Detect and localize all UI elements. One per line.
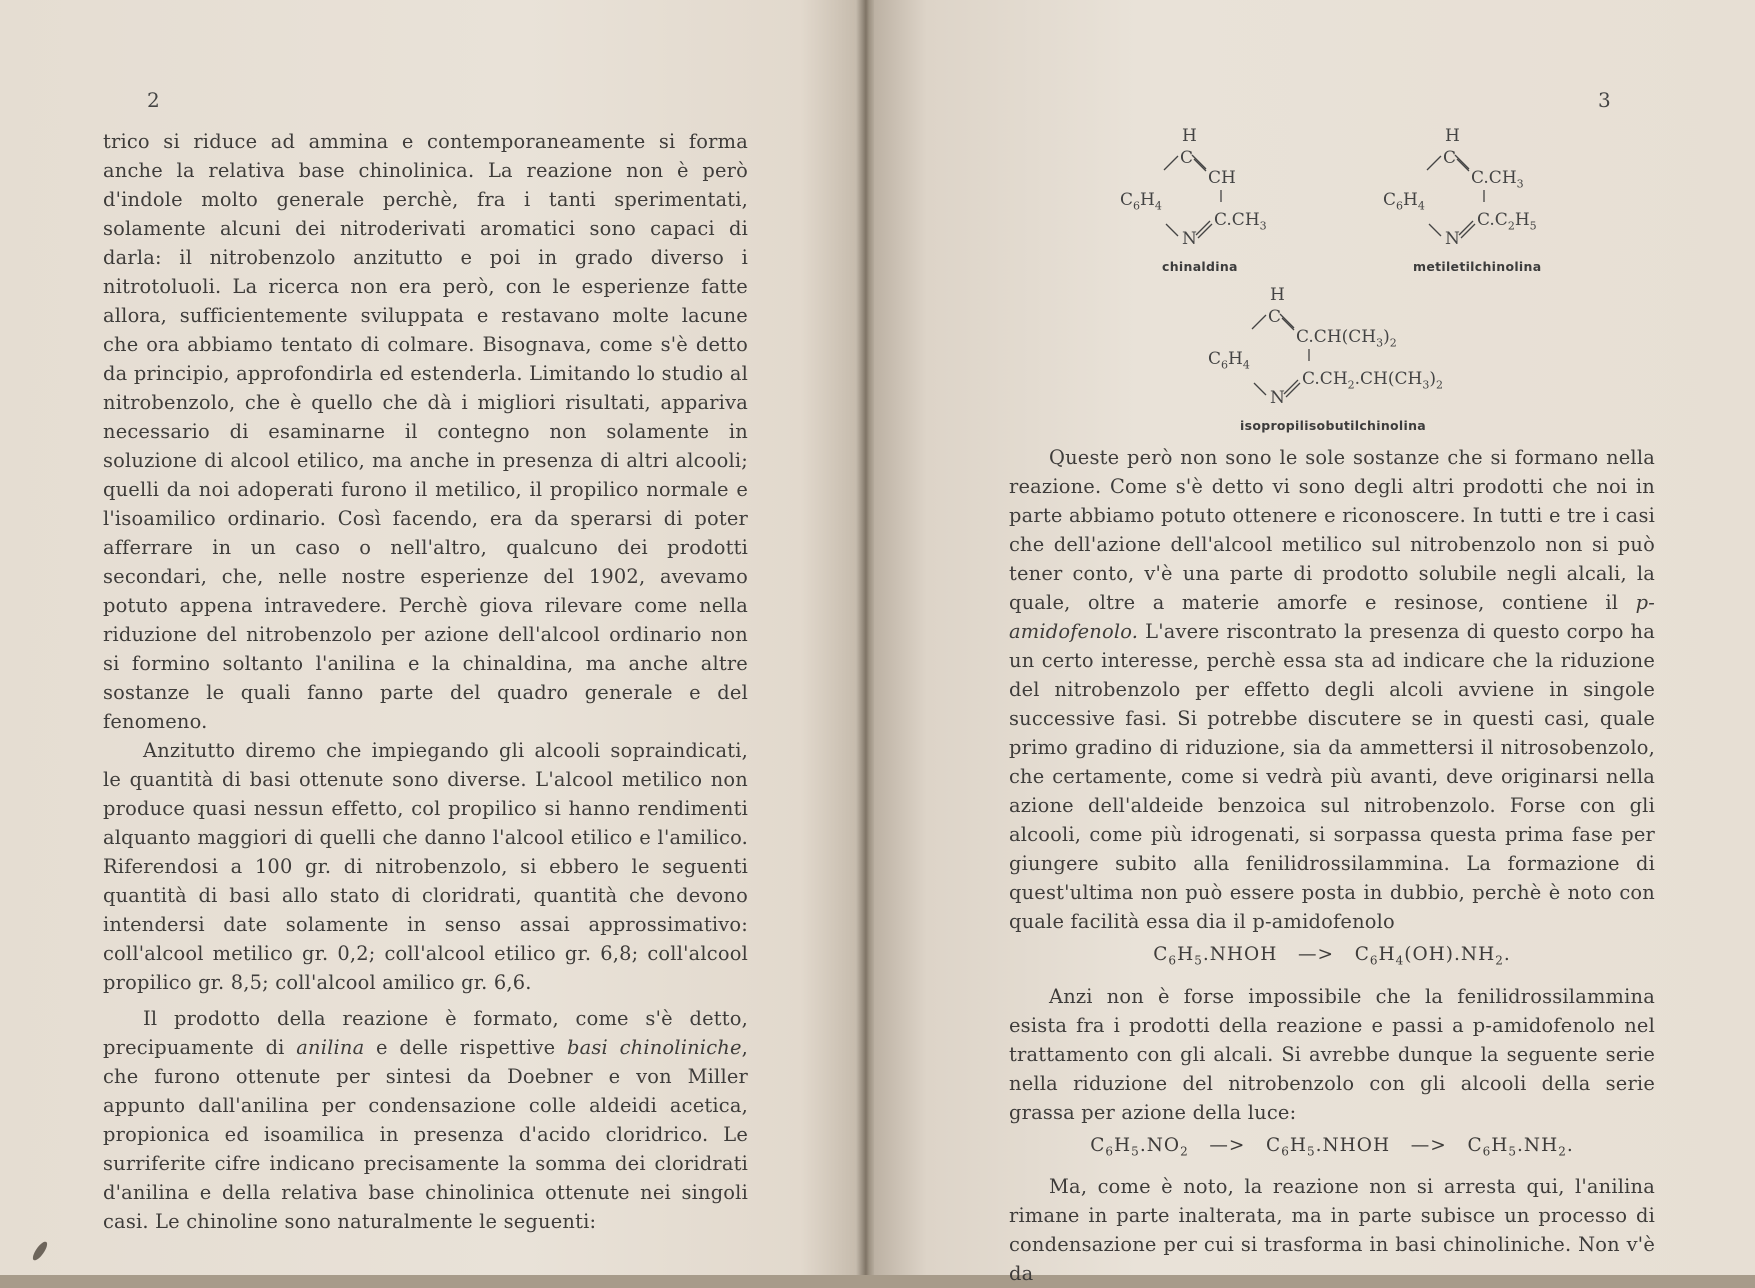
arrow: —>: [1209, 1134, 1246, 1156]
group-cc2h5: $C.C_2H_5$: [1477, 210, 1537, 233]
left-page-text: [103, 127, 748, 1236]
structure-label: isopropilisobutilchinolina: [1240, 418, 1427, 433]
atom-n: N: [1445, 229, 1460, 249]
atom-c: C: [1268, 307, 1282, 327]
formula-reduction-series: $C_6H_5.NO_2$ —> $C_6H_5.NHOH$ —> $C_6H_5.NH_2$.: [1090, 1134, 1574, 1159]
atom-h: H: [1445, 126, 1460, 146]
right-page-text: [1009, 443, 1655, 1288]
atom-n: N: [1182, 229, 1197, 249]
structure-label: chinaldina: [1162, 259, 1238, 274]
paragraph: trico si riduce ad ammina e contemporaneamente si forma anche la relativa base chinolinica. La reazione non è però d'indole molto generale perchè, fra i tanti sperimentati, solamente alcuni dei nitroderivati aromatici sono capaci di darla: il nitrobenzolo anzitutto e poi in grado diverso i nitrotoluoli. La ricerca non era però, con le esperienze fatte allora, sufficientemente sviluppata e restavano molte lacune che ora abbiamo tentato di colmare. Bisognava, come s'è detto da principio, approfondirla ed estenderla. Limitando lo studio al nitrobenzolo, che è quello che dà i migliori risultati, appariva necessario di esaminarne il contegno non solamente in soluzione di alcool etilico, ma anche in presenza di altri alcooli; quelli da noi adoperati furono il metilico, il propilico normale e l'isoamilico ordinario. Così facendo, era da sperarsi di poter afferrare in un caso o nell'altro, qualcuno dei prodotti secondari, che, nelle nostre esperienze del 1902, avevamo potuto appena intravedere. Perchè giova rilevare come nella riduzione del nitrobenzolo per azione dell'alcool ordinario non si formino soltanto l'anilina e la chinaldina, ma anche altre sostanze le quali fanno parte del quadro generale e del fenomeno.: [103, 130, 748, 733]
ring-c6h4: $C_6H_4$: [1208, 349, 1250, 372]
atom-c: C: [1443, 148, 1457, 168]
formula-fenilidrossilammina: $C_6H_5.NHOH$ —> $C_6H_4(OH).NH_2$.: [1153, 944, 1511, 968]
group-cch3: $C.CH_3$: [1471, 168, 1524, 191]
atom-h: H: [1182, 126, 1197, 146]
atom-c: C: [1180, 148, 1194, 168]
group-cch3: $C.CH_3$: [1214, 210, 1267, 233]
arrow: —>: [1410, 1134, 1447, 1156]
arrow: —>: [1298, 944, 1335, 965]
group-ch: CH: [1208, 168, 1236, 188]
structure-chinaldina: [1120, 126, 1320, 276]
structure-isopropilisobutilchinolina: [1208, 285, 1478, 435]
ring-c6h4: $C_6H_4$: [1120, 190, 1162, 213]
paragraph: [103, 1004, 748, 1236]
structure-label: metiletilchinolina: [1413, 259, 1542, 274]
paragraph: Ma, come è noto, la reazione non si arresta qui, l'anilina rimane in parte inalterata, ma in parte subisce un processo di condensazione per cui si trasforma in basi chinoliniche. Non v'è da: [1009, 1175, 1655, 1286]
emphasis-anilina: anilina: [296, 1036, 365, 1059]
text-span: , che furono ottenute per sintesi da Doebner e von Miller appunto dall'anilina per condensazione colle aldeidi acetica, propionica ed isoamilica in presenza d'acido cloridrico. Le surriferite cifre indicano precisamente la somma dei cloridrati d'anilina e della relativa base chinolinica ottenute nei singoli casi. Le chinoline sono naturalmente le seguenti:: [103, 1036, 748, 1233]
emphasis-p-amidofenolo: p-amidofenolo.: [1009, 591, 1655, 643]
group-isobutyl: $C.CH_2.CH(CH_3)_2$: [1302, 369, 1443, 392]
right-page: [874, 0, 1755, 1286]
emphasis-basi: basi chinoliniche: [567, 1036, 742, 1059]
atom-n: N: [1270, 388, 1285, 408]
structure-metiletilchinolina: [1383, 126, 1613, 276]
group-isopropyl: $C.CH(CH_3)_2$: [1296, 327, 1397, 350]
paragraph: Anzi non è forse impossibile che la fenilidrossilammina esista fra i prodotti della reazione e passi a p-amidofenolo nel trattamento con gli alcali. Si avrebbe dunque la seguente serie nella riduzione del nitrobenzolo con gli alcooli della serie grassa per azione della luce:: [1009, 984, 1655, 1124]
page-number-left: 2: [147, 88, 160, 112]
ring-c6h4: $C_6H_4$: [1383, 190, 1425, 213]
paragraph: Anzitutto diremo che impiegando gli alcooli sopraindicati, le quantità di basi ottenute sono diverse. L'alcool metilico non produce quasi nessun effetto, col propilico si hanno rendimenti alquanto maggiori di quelli che danno l'alcool etilico e l'amilico. Riferendosi a 100 gr. di nitrobenzolo, si ebbero le seguenti quantità di basi allo stato di cloridrati, quantità che devono intendersi date solamente in senso assai approssimativo: coll'alcool metilico gr. 0,2; coll'alcool etilico gr. 6,8; coll'alcool propilico gr. 8,5; coll'alcool amilico gr. 6,6.: [103, 739, 748, 994]
text-span: Il prodotto della reazione è formato, come s'è detto, precipuamente di: [103, 1007, 748, 1059]
ink-mark: [30, 1240, 49, 1263]
atom-h: H: [1270, 285, 1285, 305]
left-page: [0, 0, 870, 1275]
page-number-right: 3: [1598, 88, 1611, 112]
text-span: e delle rispettive: [364, 1036, 567, 1059]
paragraph: Queste però non sono le sole sostanze che si formano nella reazione. Come s'è detto vi sono degli altri prodotti che noi in parte abbiamo potuto ottenere e riconoscere. In tutti e tre i casi che dell'azione dell'alcool metilico sul nitrobenzolo non si può tener conto, v'è una parte di prodotto solubile negli alcali, la quale, oltre a materie amorfe e resinose, contiene il p-amidofenolo. L'avere riscontrato la presenza di questo corpo ha un certo interesse, perchè essa sta ad indicare che la riduzione del nitrobenzolo per effetto degli alcoli avviene in singole successive fasi. Si potrebbe discutere se in questi casi, quale primo gradino di riduzione, sia da ammettersi il nitrosobenzolo, che certamente, come si vedrà più avanti, deve originarsi nella azione dell'aldeide benzoica sul nitrobenzolo. Forse con gli alcooli, come più idrogenati, si sorpassa questa prima fase per giungere subito alla fenilidrossilammina. La formazione di quest'ultima non può essere posta in dubbio, perchè è noto con quale facilità essa dia il p-amidofenolo: [1009, 446, 1655, 933]
